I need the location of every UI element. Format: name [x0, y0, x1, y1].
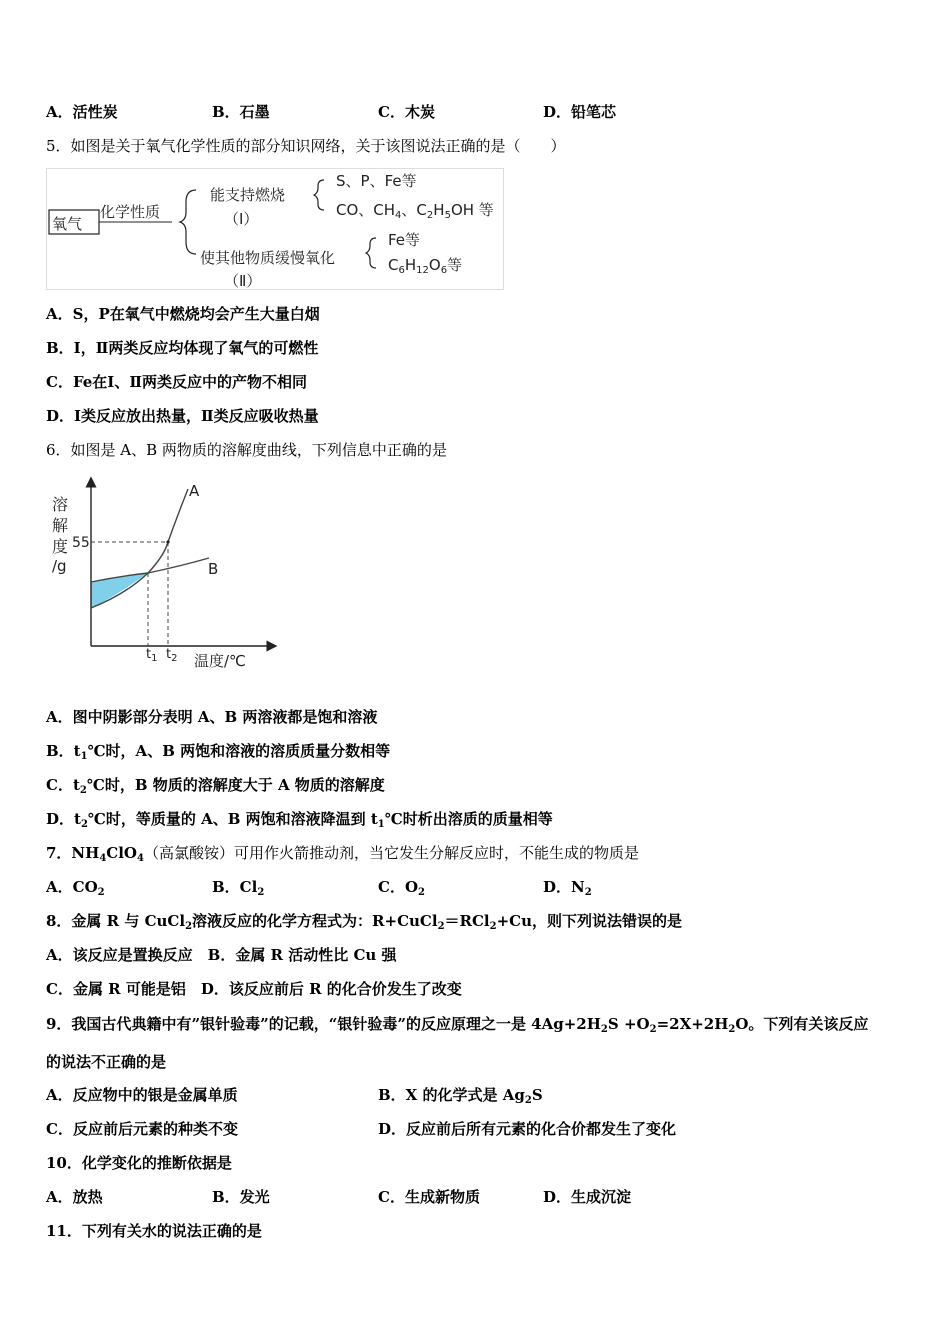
diagram-node-combustion-tag: （Ⅰ）: [224, 210, 259, 228]
q6-option-c: C．$t_2℃$时，B 物质的溶解度大于 A 物质的溶解度: [46, 776, 385, 796]
q4-option-b: B．石墨: [212, 103, 270, 121]
q5-knowledge-diagram: [46, 168, 504, 290]
q4-option-c: C．木炭: [378, 103, 435, 121]
q6-solubility-graph: [46, 474, 286, 674]
graph-ylabel-2: 解: [52, 516, 69, 535]
q9-option-c: C．反应前后元素的种类不变: [46, 1120, 238, 1138]
q9-option-b: B．X 的化学式是 $Ag_2S$: [378, 1086, 543, 1106]
q7-option-d: D．$N_2$: [543, 878, 592, 898]
q4-option-d: D．铅笔芯: [543, 103, 617, 121]
q6-option-b: B．$t_1℃$时，A、B 两饱和溶液的溶质质量分数相等: [46, 742, 391, 762]
q11-stem: 11．下列有关水的说法正确的是: [46, 1222, 262, 1240]
q9-option-d: D．反应前后所有元素的化合价都发生了变化: [378, 1120, 677, 1138]
q7-option-a: A．$CO_2$: [46, 878, 105, 898]
diagram-combustion-examples-1: S、P、Fe等: [336, 172, 417, 190]
q7-stem: 7．$NH_4ClO_4$（高氯酸铵）可用作火箭推动剂，当它发生分解反应时，不能生成的物质是: [46, 844, 639, 864]
q9-stem-line2: 的说法不正确的是: [46, 1053, 167, 1071]
graph-tick-t1: $t_1$: [146, 647, 158, 664]
q10-stem: 10．化学变化的推断依据是: [46, 1154, 232, 1172]
q10-option-c: C．生成新物质: [378, 1188, 480, 1206]
q7-option-c: C．$O_2$: [378, 878, 425, 898]
q10-option-b: B．发光: [212, 1188, 270, 1206]
q4-option-a: A．活性炭: [46, 103, 118, 121]
diagram-branch-chemical-property: 化学性质: [100, 203, 161, 221]
diagram-node-slow-oxidation-tag: （Ⅱ）: [224, 272, 262, 290]
graph-xlabel: 温度/℃: [194, 652, 246, 670]
diagram-slow-oxidation-examples-1: Fe等: [388, 231, 421, 249]
q5-option-b: B．Ⅰ，Ⅱ两类反应均体现了氧气的可燃性: [46, 339, 319, 357]
diagram-root-oxygen: 氧气: [52, 215, 83, 233]
q10-option-d: D．生成沉淀: [543, 1188, 632, 1206]
diagram-node-slow-oxidation: 使其他物质缓慢氧化: [200, 249, 336, 267]
q6-stem: 6．如图是 A、B 两物质的溶解度曲线，下列信息中正确的是: [46, 441, 447, 459]
diagram-slow-oxidation-examples-2: $C_6H_{12}O_6$等: [388, 256, 463, 276]
q8-options-cd: C．金属 R 可能是铝 D．该反应前后 R 的化合价发生了改变: [46, 980, 462, 998]
q8-options-ab: A．该反应是置换反应 B．金属 R 活动性比 Cu 强: [46, 946, 397, 964]
graph-tick-t2: $t_2$: [166, 647, 178, 664]
q5-option-d: D．Ⅰ类反应放出热量，Ⅱ类反应吸收热量: [46, 407, 319, 425]
q5-option-c: C．Fe在Ⅰ、Ⅱ两类反应中的产物不相同: [46, 373, 307, 391]
q6-option-d: D．$t_2℃$时，等质量的 A、B 两饱和溶液降温到 $t_1℃$时析出溶质的质量相等: [46, 810, 553, 830]
q6-option-a: A．图中阴影部分表明 A、B 两溶液都是饱和溶液: [46, 708, 378, 726]
graph-y-value-55: 55: [72, 535, 90, 551]
q9-option-a: A．反应物中的银是金属单质: [46, 1086, 238, 1104]
q8-stem: 8．金属 R 与 CuCl$_2$溶液反应的化学方程式为：R+CuCl$_2$＝RCl$_2$+Cu，则下列说法错误的是: [46, 912, 683, 932]
diagram-node-combustion: 能支持燃烧: [210, 186, 286, 204]
graph-ylabel-1: 溶: [52, 495, 69, 514]
q5-stem: 5．如图是关于氧气化学性质的部分知识网络，关于该图说法正确的是（ ）: [46, 137, 566, 155]
q5-option-a: A．S，P在氧气中燃烧均会产生大量白烟: [46, 305, 320, 323]
q10-option-a: A．放热: [46, 1188, 103, 1206]
diagram-combustion-examples-2: CO、$CH_4$、$C_2H_5OH$ 等: [336, 201, 494, 221]
q9-stem: 9．我国古代典籍中有”银针验毒”的记载，“银针验毒”的反应原理之一是 $4Ag+2H_2S +O_2=2X+2H_2O$。下列有关该反应: [46, 1015, 869, 1035]
graph-ylabel-3: 度: [52, 537, 69, 556]
graph-ylabel-4: /g: [52, 557, 67, 575]
graph-curve-a-label: A: [189, 482, 200, 500]
graph-curve-b-label: B: [208, 560, 219, 578]
q7-option-b: B．$Cl_2$: [212, 878, 265, 898]
